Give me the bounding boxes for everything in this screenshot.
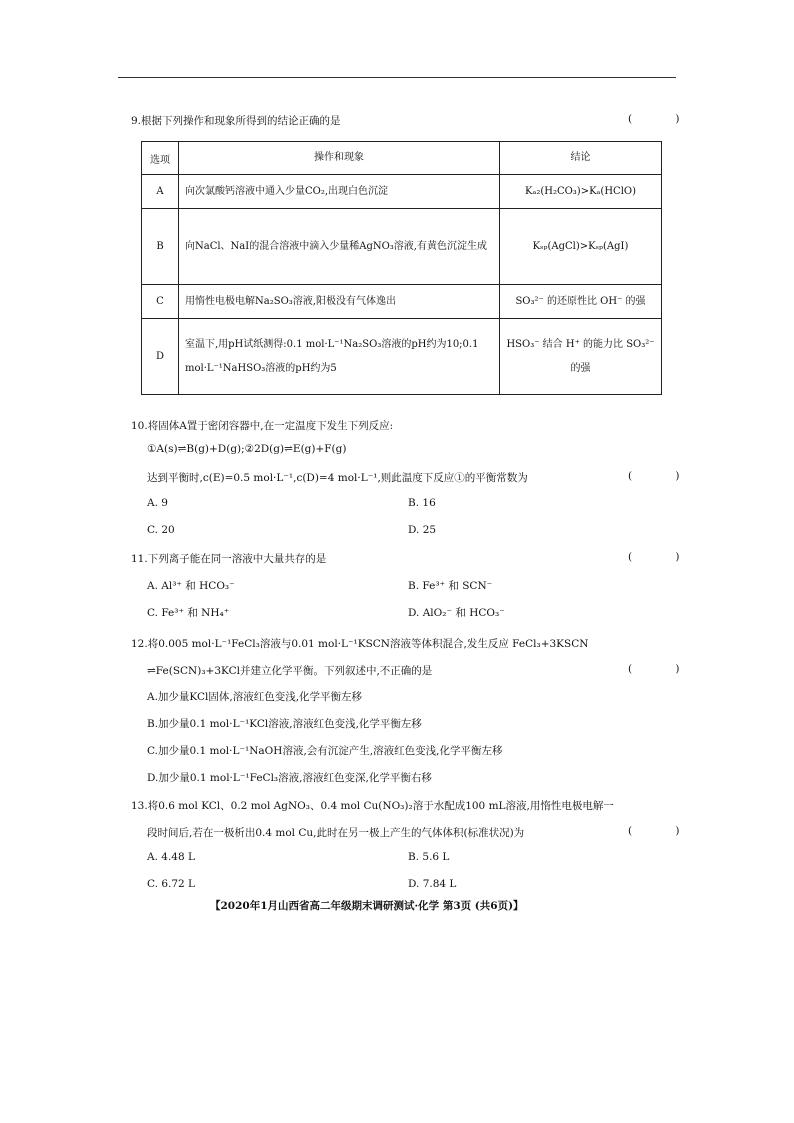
q12-answer-paren: ( ) [628, 663, 700, 675]
q12-option-d: D.加少量0.1 mol·L⁻¹FeCl₃溶液,溶液红色变深,化学平衡右移 [147, 772, 432, 784]
q9-table-header [142, 142, 662, 175]
header-option: 选项 [142, 142, 179, 175]
q11-stem: 11.下列离子能在同一溶液中大量共存的是 [131, 553, 327, 565]
table-row [142, 285, 662, 319]
q10-line1: 10.将固体A置于密闭容器中,在一定温度下发生下列反应: [131, 420, 394, 432]
q10-option-a: A. 9 [147, 497, 168, 509]
q11-option-b: B. Fe³⁺ 和 SCN⁻ [408, 580, 493, 592]
q10-option-d: D. 25 [408, 524, 437, 536]
q11-option-a: A. Al³⁺ 和 HCO₃⁻ [147, 580, 235, 592]
row-operation: 用惰性电极电解Na₂SO₃溶液,阳极没有气体逸出 [179, 285, 500, 319]
q11-option-d: D. AlO₂⁻ 和 HCO₃⁻ [408, 607, 505, 619]
row-option: C [142, 285, 179, 319]
row-conclusion: Kₛₚ(AgCl)>Kₛₚ(AgI) [500, 209, 662, 285]
row-operation: 室温下,用pH试纸测得:0.1 mol·L⁻¹Na₂SO₃溶液的pH约为10;0.1 mol·L⁻¹NaHSO₃溶液的pH约为5 [179, 319, 500, 395]
table-row [142, 209, 662, 285]
q9-table [141, 141, 662, 395]
q12-line1: 12.将0.005 mol·L⁻¹FeCl₃溶液与0.01 mol·L⁻¹KSCN溶液等体积混合,发生反应 FeCl₃+3KSCN [131, 638, 589, 650]
table-row [142, 175, 662, 209]
header-operation: 操作和现象 [179, 142, 500, 175]
row-conclusion: SO₃²⁻ 的还原性比 OH⁻ 的强 [500, 285, 662, 319]
row-option: B [142, 209, 179, 285]
row-option: A [142, 175, 179, 209]
row-operation: 向次氯酸钙溶液中通入少量CO₂,出现白色沉淀 [179, 175, 500, 209]
q10-option-c: C. 20 [147, 524, 175, 536]
row-operation: 向NaCl、NaI的混合溶液中滴入少量稀AgNO₃溶液,有黄色沉淀生成 [179, 209, 500, 285]
q10-line2: ①A(s)⇌B(g)+D(g);②2D(g)⇌E(g)+F(g) [147, 443, 347, 455]
row-conclusion: HSO₃⁻ 结合 H⁺ 的能力比 SO₃²⁻ 的强 [500, 319, 662, 395]
q12-option-c: C.加少量0.1 mol·L⁻¹NaOH溶液,会有沉淀产生,溶液红色变浅,化学平衡左移 [147, 745, 503, 757]
q9-answer-paren: ( ) [628, 113, 700, 125]
q13-answer-paren: ( ) [628, 825, 700, 837]
q10-line3: 达到平衡时,c(E)=0.5 mol·L⁻¹,c(D)=4 mol·L⁻¹,则此温度下反应①的平衡常数为 [147, 472, 528, 484]
q13-option-b: B. 5.6 L [408, 851, 450, 863]
q9-stem: 9.根据下列操作和现象所得到的结论正确的是 [131, 115, 341, 127]
q13-line2: 段时间后,若在一极析出0.4 mol Cu,此时在另一极上产生的气体体积(标准状况)为 [147, 827, 525, 839]
q11-option-c: C. Fe³⁺ 和 NH₄⁺ [147, 607, 230, 619]
q13-option-d: D. 7.84 L [408, 878, 457, 890]
row-option: D [142, 319, 179, 395]
q12-line2: ⇌Fe(SCN)₃+3KCl并建立化学平衡。下列叙述中,不正确的是 [147, 665, 433, 677]
q12-option-a: A.加少量KCl固体,溶液红色变浅,化学平衡左移 [147, 691, 363, 703]
q13-line1: 13.将0.6 mol KCl、0.2 mol AgNO₃、0.4 mol Cu(NO₃)₂溶于水配成100 mL溶液,用惰性电极电解一 [131, 800, 614, 812]
q10-option-b: B. 16 [408, 497, 436, 509]
q11-answer-paren: ( ) [628, 551, 700, 563]
q12-option-b: B.加少量0.1 mol·L⁻¹KCl溶液,溶液红色变浅,化学平衡左移 [147, 718, 422, 730]
header-conclusion: 结论 [500, 142, 662, 175]
top-rule [118, 77, 676, 78]
q13-option-c: C. 6.72 L [147, 878, 196, 890]
q13-option-a: A. 4.48 L [147, 851, 195, 863]
table-row [142, 319, 662, 395]
page-footer: 【2020年1月山西省高二年级期末调研测试·化学 第3页 (共6页)】 [210, 900, 524, 912]
q10-answer-paren: ( ) [628, 470, 700, 482]
row-conclusion: Kₐ₂(H₂CO₃)>Kₐ(HClO) [500, 175, 662, 209]
